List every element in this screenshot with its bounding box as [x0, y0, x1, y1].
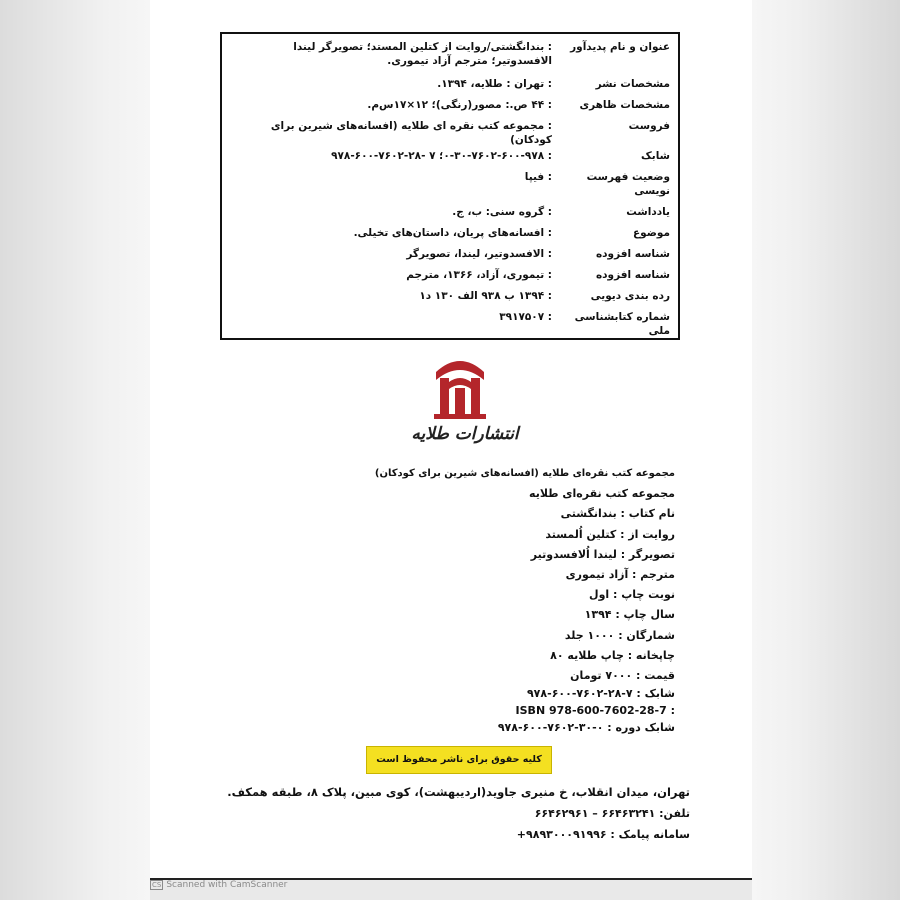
cip-row-title: [230, 40, 670, 68]
cip-row-status: [230, 170, 670, 198]
watermark-text: Scanned with CamScanner: [166, 880, 288, 890]
sms-number: سامانه پیامک : ۹۸۹۳۰۰۰۹۱۹۹۶+: [516, 828, 690, 841]
print-year: سال چاپ : ۱۳۹۴: [584, 608, 675, 622]
cip-value: : ۴۴ ص.: مصور(رنگی)؛ ۱۲×۱۷س‌م.: [367, 99, 552, 111]
address-line: تهران، میدان انقلاب، خ منیری جاوید(اردیبهشت)، کوی مبین، پلاک ۸، طبقه همکف.: [227, 785, 690, 799]
cip-label: شناسه افزوده: [595, 269, 670, 281]
cip-value: : بندانگشتی/روایت از کتلین المستد؛ تصویرگر لیندا الافسدوتیر؛ مترجم آزاد تیموری.: [293, 41, 552, 67]
series-full-title: مجموعه کتب نقره‌ای طلایه (افسانه‌های شیرین برای کودکان): [374, 468, 675, 479]
cip-row-added-entry-illustrator: [230, 247, 670, 261]
cip-label: شماره کتابشناسی ملی: [574, 311, 670, 337]
cip-row-series: [230, 119, 670, 147]
publisher-name: انتشارات طلایه: [411, 424, 519, 444]
cip-row-physical: [230, 98, 670, 112]
cip-value: : ۱۳۹۴ ب ۹۳۸ الف ۱۳۰ د۱: [419, 290, 552, 302]
colophon: [245, 464, 675, 736]
camscanner-icon: CS: [152, 881, 162, 889]
scanner-watermark: [150, 880, 287, 890]
narrator: روایت از : کتلین اُلمستد: [545, 527, 675, 541]
book-name: نام کتاب : بندانگشتی: [560, 507, 675, 521]
cip-label: موضوع: [633, 227, 670, 239]
phone-numbers: تلفن: ۶۶۴۶۳۲۴۱ – ۶۶۴۶۲۹۶۱: [534, 807, 690, 820]
cip-label: یادداشت: [626, 206, 670, 218]
isbn-set: شابک دوره : ۰-۳۰-۷۶۰۲-۶۰۰-۹۷۸: [497, 721, 675, 735]
isbn-latin: [245, 702, 675, 720]
cip-value: : گروه سنی: ب، ج.: [452, 206, 552, 218]
cip-label: وضعیت فهرست نویسی: [586, 171, 670, 197]
cip-value: : مجموعه کتب نقره ای طلایه (افسانه‌های شیرین برای کودکان): [270, 120, 552, 146]
background-right: [752, 0, 900, 900]
cip-value: : افسانه‌های پریان، داستان‌های تخیلی.: [353, 227, 552, 239]
isbn-number: 978-600-7602-28-7 :: [549, 704, 675, 718]
cip-value: : تیموری، آزاد، ۱۳۶۶، مترجم: [406, 269, 552, 281]
cip-value: : ۳۹۱۷۵۰۷: [499, 311, 552, 323]
translator: مترجم : آزاد تیموری: [565, 568, 675, 582]
isbn-persian: شابک : ۷-۲۸-۷۶۰۲-۶۰۰-۹۷۸: [526, 687, 675, 701]
cip-value: : فیپا: [524, 171, 552, 183]
cip-row-subject: [230, 226, 670, 240]
cip-label: مشخصات ظاهری: [579, 99, 670, 111]
illustrator: تصویرگر : لیندا اُلافسدوتیر: [530, 547, 675, 561]
printing-house: چاپخانه : چاپ طلایه ۸۰: [550, 648, 675, 662]
cip-row-isbn: [230, 149, 670, 163]
cip-label: فروست: [628, 120, 670, 132]
series-short-title: مجموعه کتب نقره‌ای طلایه: [529, 487, 675, 501]
cip-value: : ۰-۳۰-۷۶۰۲-۶۰۰-۹۷۸؛ ۷ -۲۸-۷۶۰۲-۶۰۰-۹۷۸: [331, 150, 552, 162]
cip-row-publication: [230, 77, 670, 91]
cip-label: شناسه افزوده: [595, 248, 670, 260]
cip-row-added-entry-translator: [230, 268, 670, 282]
cip-label: شابک: [641, 150, 670, 162]
publisher-address: [227, 782, 690, 845]
cip-label: عنوان و نام پدیدآور: [570, 41, 670, 53]
cataloging-in-publication-box: [220, 32, 680, 340]
cip-row-dewey: [230, 289, 670, 303]
cip-value: : تهران : طلایه، ۱۳۹۴.: [437, 78, 552, 90]
cip-label: رده بندی دیویی: [590, 290, 670, 302]
edition: نوبت چاپ : اول: [589, 588, 675, 602]
cip-row-note: [230, 205, 670, 219]
background-left: [0, 0, 150, 900]
price: قیمت : ۷۰۰۰ تومان: [570, 669, 675, 683]
publisher-logo: [430, 352, 490, 422]
print-run: شمارگان : ۱۰۰۰ جلد: [564, 628, 675, 642]
cip-value: : الافسدوتیر، لیندا، تصویرگر: [406, 248, 552, 260]
cip-label: مشخصات نشر: [595, 78, 670, 90]
isbn-label: ISBN: [515, 704, 546, 718]
book-page: [150, 0, 752, 880]
copyright-notice: کلیه حقوق برای ناشر محفوظ است: [366, 746, 552, 774]
cip-row-national-bibliography: [230, 310, 670, 338]
publisher-logo-icon: [430, 352, 490, 422]
